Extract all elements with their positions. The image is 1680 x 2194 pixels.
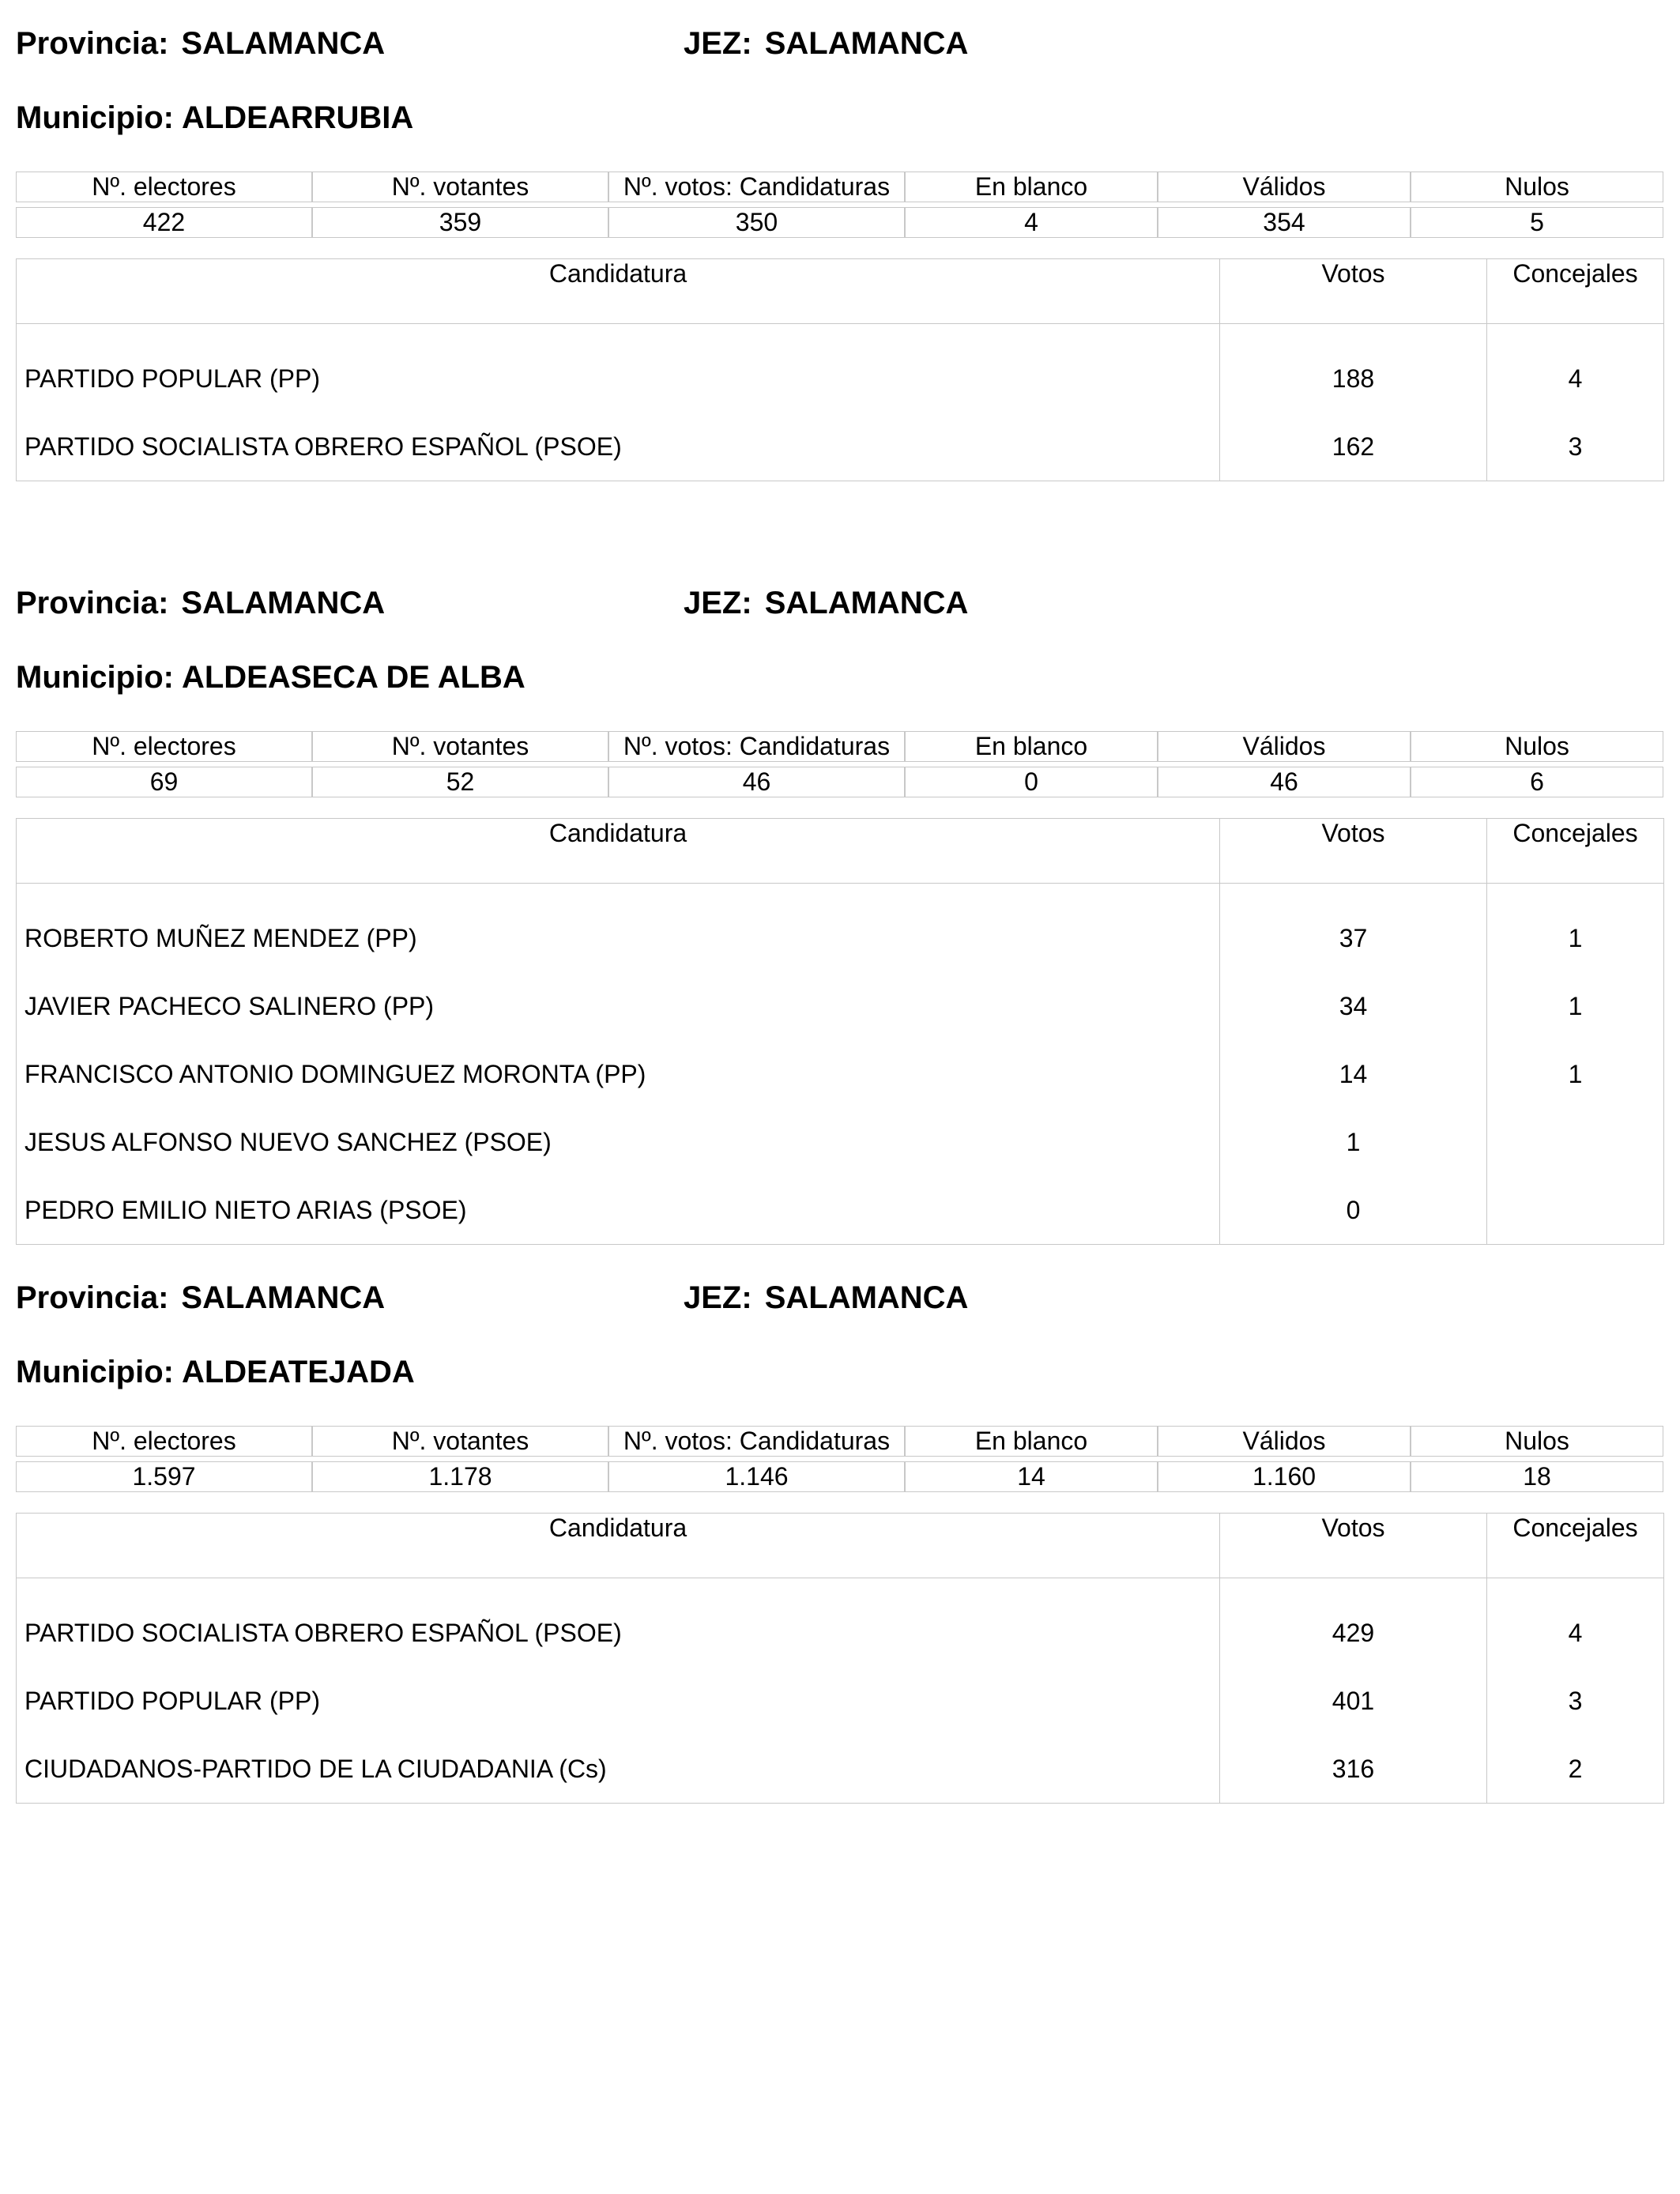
candidates-header-row — [17, 259, 1664, 324]
summary-value-cell: 14 — [905, 1461, 1158, 1492]
candidates-header-cell: Candidatura — [17, 259, 1220, 324]
summary-header-row — [16, 172, 1663, 202]
summary-value-cell: 350 — [608, 207, 905, 238]
candidate-concejales: 3 — [1487, 413, 1664, 481]
summary-header-cell: Nº. votos: Candidaturas — [608, 172, 905, 202]
candidate-concejales: 1 — [1487, 1040, 1664, 1108]
summary-header-cell: Nº. votos: Candidaturas — [608, 1426, 905, 1457]
provincia-value: SALAMANCA — [181, 586, 386, 620]
candidates-header-cell: Votos — [1220, 259, 1487, 324]
candidates-header-row — [17, 1514, 1664, 1578]
summary-value-row — [16, 1461, 1663, 1492]
candidate-concejales: 3 — [1487, 1667, 1664, 1735]
candidate-votos: 316 — [1220, 1735, 1487, 1804]
municipio-header — [16, 654, 525, 701]
candidate-concejales: 1 — [1487, 972, 1664, 1040]
candidate-row — [17, 1176, 1664, 1245]
provincia-label: Provincia: — [16, 1280, 169, 1315]
summary-table — [16, 731, 1663, 797]
jez-value: SALAMANCA — [764, 1280, 969, 1315]
candidate-concejales: 4 — [1487, 1578, 1664, 1668]
summary-value-cell: 1.597 — [16, 1461, 312, 1492]
summary-header-cell: Válidos — [1158, 731, 1411, 762]
summary-header-cell: Nº. votantes — [312, 731, 608, 762]
candidate-concejales: 4 — [1487, 324, 1664, 413]
summary-value-cell: 69 — [16, 767, 312, 797]
summary-header-cell: Nº. electores — [16, 1426, 312, 1457]
summary-header-cell: Nº. electores — [16, 731, 312, 762]
candidate-name: PARTIDO SOCIALISTA OBRERO ESPAÑOL (PSOE) — [17, 413, 1220, 481]
summary-value-cell: 1.160 — [1158, 1461, 1411, 1492]
candidate-row — [17, 1578, 1664, 1668]
candidate-concejales: 2 — [1487, 1735, 1664, 1804]
candidate-row — [17, 972, 1664, 1040]
summary-value-cell: 52 — [312, 767, 608, 797]
candidate-votos: 14 — [1220, 1040, 1487, 1108]
municipio-label: Municipio: — [16, 660, 174, 695]
summary-value-row — [16, 207, 1663, 238]
summary-header-row — [16, 731, 1663, 762]
summary-value-cell: 0 — [905, 767, 1158, 797]
candidate-name: CIUDADANOS-PARTIDO DE LA CIUDADANIA (Cs) — [17, 1735, 1220, 1804]
summary-value-cell: 1.178 — [312, 1461, 608, 1492]
municipio-label: Municipio: — [16, 100, 174, 135]
jez-header — [684, 579, 968, 627]
provincia-header — [16, 1274, 385, 1321]
jez-header — [684, 20, 968, 67]
summary-value-cell: 4 — [905, 207, 1158, 238]
jez-label: JEZ: — [684, 26, 752, 61]
candidate-concejales: 1 — [1487, 884, 1664, 973]
candidate-name: PARTIDO POPULAR (PP) — [17, 324, 1220, 413]
municipio-header — [16, 1348, 415, 1396]
summary-header-cell: Nº. votantes — [312, 1426, 608, 1457]
jez-header — [684, 1274, 968, 1321]
candidate-name: JESUS ALFONSO NUEVO SANCHEZ (PSOE) — [17, 1108, 1220, 1176]
candidate-votos: 1 — [1220, 1108, 1487, 1176]
candidates-table — [16, 818, 1664, 1245]
summary-header-cell: En blanco — [905, 1426, 1158, 1457]
candidates-header-cell: Candidatura — [17, 819, 1220, 884]
candidate-name: FRANCISCO ANTONIO DOMINGUEZ MORONTA (PP) — [17, 1040, 1220, 1108]
summary-value-cell: 5 — [1411, 207, 1663, 238]
candidate-concejales — [1487, 1176, 1664, 1245]
candidate-votos: 0 — [1220, 1176, 1487, 1245]
provincia-value: SALAMANCA — [181, 1280, 386, 1315]
summary-value-row — [16, 767, 1663, 797]
jez-value: SALAMANCA — [764, 26, 969, 61]
summary-header-cell: En blanco — [905, 731, 1158, 762]
candidate-name: ROBERTO MUÑEZ MENDEZ (PP) — [17, 884, 1220, 973]
candidate-name: JAVIER PACHECO SALINERO (PP) — [17, 972, 1220, 1040]
candidate-name: PARTIDO SOCIALISTA OBRERO ESPAÑOL (PSOE) — [17, 1578, 1220, 1668]
candidate-votos: 188 — [1220, 324, 1487, 413]
provincia-value: SALAMANCA — [181, 26, 386, 61]
summary-value-cell: 422 — [16, 207, 312, 238]
candidate-votos: 401 — [1220, 1667, 1487, 1735]
summary-table — [16, 1426, 1663, 1492]
summary-header-cell: Nº. votos: Candidaturas — [608, 731, 905, 762]
candidate-row — [17, 1735, 1664, 1804]
summary-header-cell: Nulos — [1411, 172, 1663, 202]
jez-label: JEZ: — [684, 1280, 752, 1315]
candidates-header-cell: Votos — [1220, 1514, 1487, 1578]
municipio-value: ALDEATEJADA — [181, 1355, 415, 1389]
candidates-header-cell: Concejales — [1487, 1514, 1664, 1578]
summary-header-cell: Válidos — [1158, 1426, 1411, 1457]
candidate-votos: 429 — [1220, 1578, 1487, 1668]
municipio-label: Municipio: — [16, 1355, 174, 1389]
jez-label: JEZ: — [684, 586, 752, 620]
summary-table — [16, 172, 1663, 238]
municipio-value: ALDEARRUBIA — [181, 100, 414, 135]
summary-value-cell: 1.146 — [608, 1461, 905, 1492]
candidates-header-cell: Votos — [1220, 819, 1487, 884]
summary-value-cell: 354 — [1158, 207, 1411, 238]
provincia-label: Provincia: — [16, 26, 169, 61]
candidate-row — [17, 884, 1664, 973]
provincia-header — [16, 579, 385, 627]
summary-header-cell: Nulos — [1411, 731, 1663, 762]
summary-header-cell: Nº. electores — [16, 172, 312, 202]
candidates-table — [16, 1513, 1664, 1804]
summary-value-cell: 46 — [608, 767, 905, 797]
summary-header-cell: En blanco — [905, 172, 1158, 202]
candidates-header-cell: Concejales — [1487, 819, 1664, 884]
candidate-row — [17, 324, 1664, 413]
jez-value: SALAMANCA — [764, 586, 969, 620]
provincia-label: Provincia: — [16, 586, 169, 620]
summary-value-cell: 6 — [1411, 767, 1663, 797]
summary-value-cell: 46 — [1158, 767, 1411, 797]
candidates-header-cell: Concejales — [1487, 259, 1664, 324]
candidate-name: PEDRO EMILIO NIETO ARIAS (PSOE) — [17, 1176, 1220, 1245]
candidate-votos: 162 — [1220, 413, 1487, 481]
candidate-votos: 37 — [1220, 884, 1487, 973]
summary-header-row — [16, 1426, 1663, 1457]
summary-header-cell: Válidos — [1158, 172, 1411, 202]
summary-value-cell: 18 — [1411, 1461, 1663, 1492]
candidates-header-cell: Candidatura — [17, 1514, 1220, 1578]
summary-value-cell: 359 — [312, 207, 608, 238]
candidate-votos: 34 — [1220, 972, 1487, 1040]
candidate-row — [17, 1040, 1664, 1108]
candidate-name: PARTIDO POPULAR (PP) — [17, 1667, 1220, 1735]
candidate-concejales — [1487, 1108, 1664, 1176]
municipio-header — [16, 94, 413, 141]
municipio-value: ALDEASECA DE ALBA — [181, 660, 525, 695]
candidate-row — [17, 413, 1664, 481]
candidate-row — [17, 1108, 1664, 1176]
provincia-header — [16, 20, 385, 67]
summary-header-cell: Nulos — [1411, 1426, 1663, 1457]
candidates-table — [16, 258, 1664, 481]
summary-header-cell: Nº. votantes — [312, 172, 608, 202]
candidate-row — [17, 1667, 1664, 1735]
candidates-header-row — [17, 819, 1664, 884]
